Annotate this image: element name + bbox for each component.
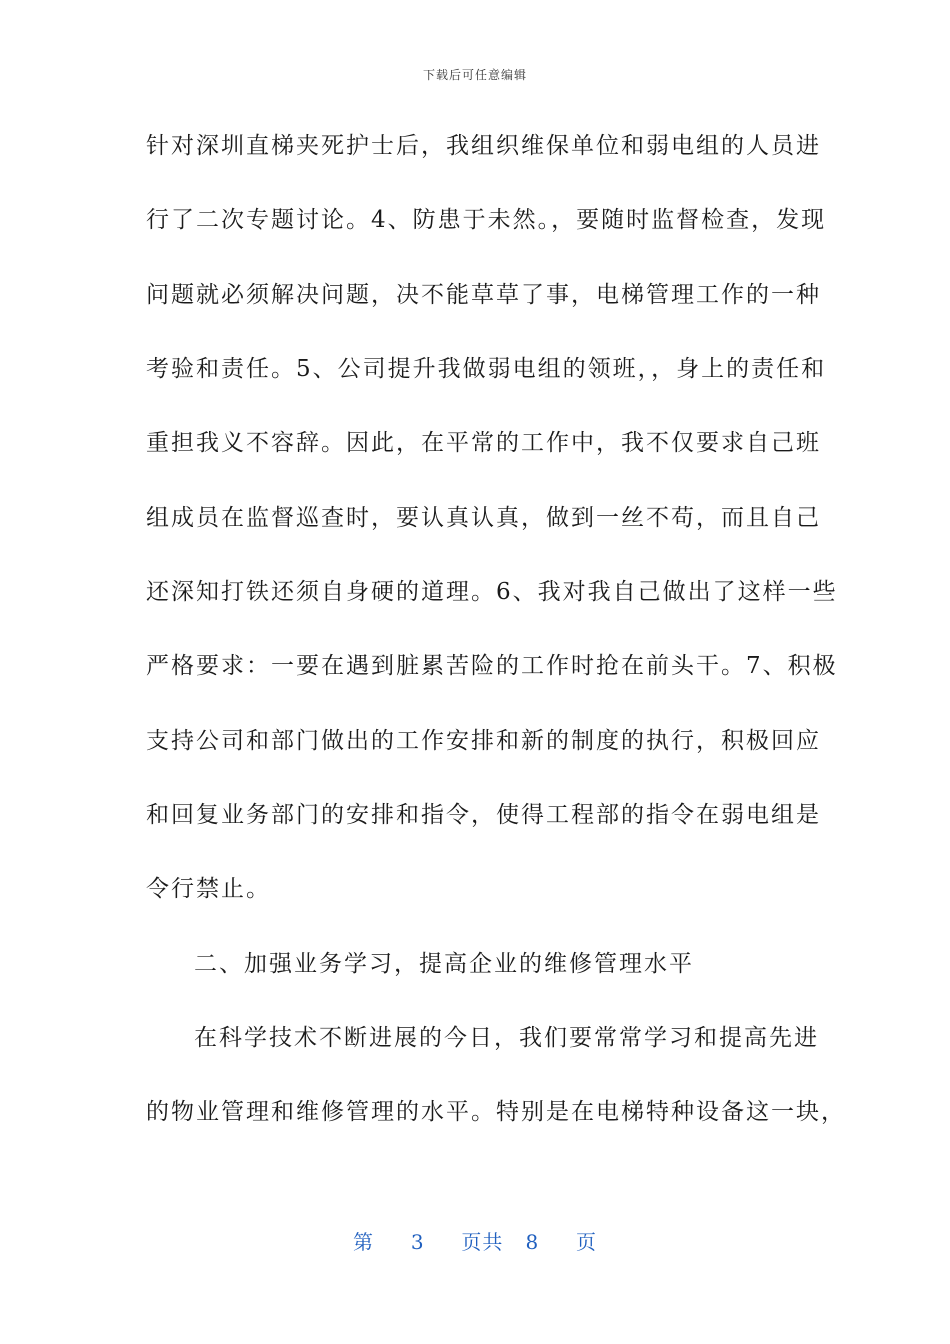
page-total: 8: [525, 1230, 540, 1254]
body-line: 组成员在监督巡查时，要认真认真，做到一丝不苟，而且自己: [146, 505, 821, 531]
body-line: 行了二次专题讨论。4、防患于未然。，要随时监督检查，发现: [146, 207, 827, 233]
body-line: 和回复业务部门的安排和指令，使得工程部的指令在弱电组是: [146, 802, 821, 828]
body-line: 令行禁止。: [146, 876, 271, 902]
page-number-footer: [0, 1226, 950, 1255]
page-middle: 页共: [461, 1230, 504, 1254]
body-line: 的物业管理和维修管理的水平。特别是在电梯特种设备这一块，: [146, 1099, 846, 1125]
body-line: 还深知打铁还须自身硬的道理。6、我对我自己做出了这样一些: [146, 579, 838, 605]
body-line: 严格要求：一要在遇到脏累苦险的工作时抢在前头干。7、积极: [146, 653, 838, 679]
page-suffix: 页: [575, 1230, 597, 1254]
body-line: 针对深圳直梯夹死护士后，我组织维保单位和弱电组的人员进: [146, 133, 821, 159]
section-heading: 二、加强业务学习，提高企业的维修管理水平: [194, 951, 694, 977]
body-line: 考验和责任。5、公司提升我做弱电组的领班，，身上的责任和: [146, 356, 827, 382]
page-header: 下载后可任意编辑: [422, 68, 527, 82]
body-line: 重担我义不容辞。因此，在平常的工作中，我不仅要求自己班: [146, 430, 821, 456]
page-prefix: 第: [353, 1230, 375, 1254]
body-line: 在科学技术不断进展的今日，我们要常常学习和提高先进: [194, 1025, 819, 1051]
body-line: 支持公司和部门做出的工作安排和新的制度的执行，积极回应: [146, 728, 821, 754]
body-line: 问题就必须解决问题，决不能草草了事，电梯管理工作的一种: [146, 282, 821, 308]
page-current: 3: [410, 1230, 425, 1254]
